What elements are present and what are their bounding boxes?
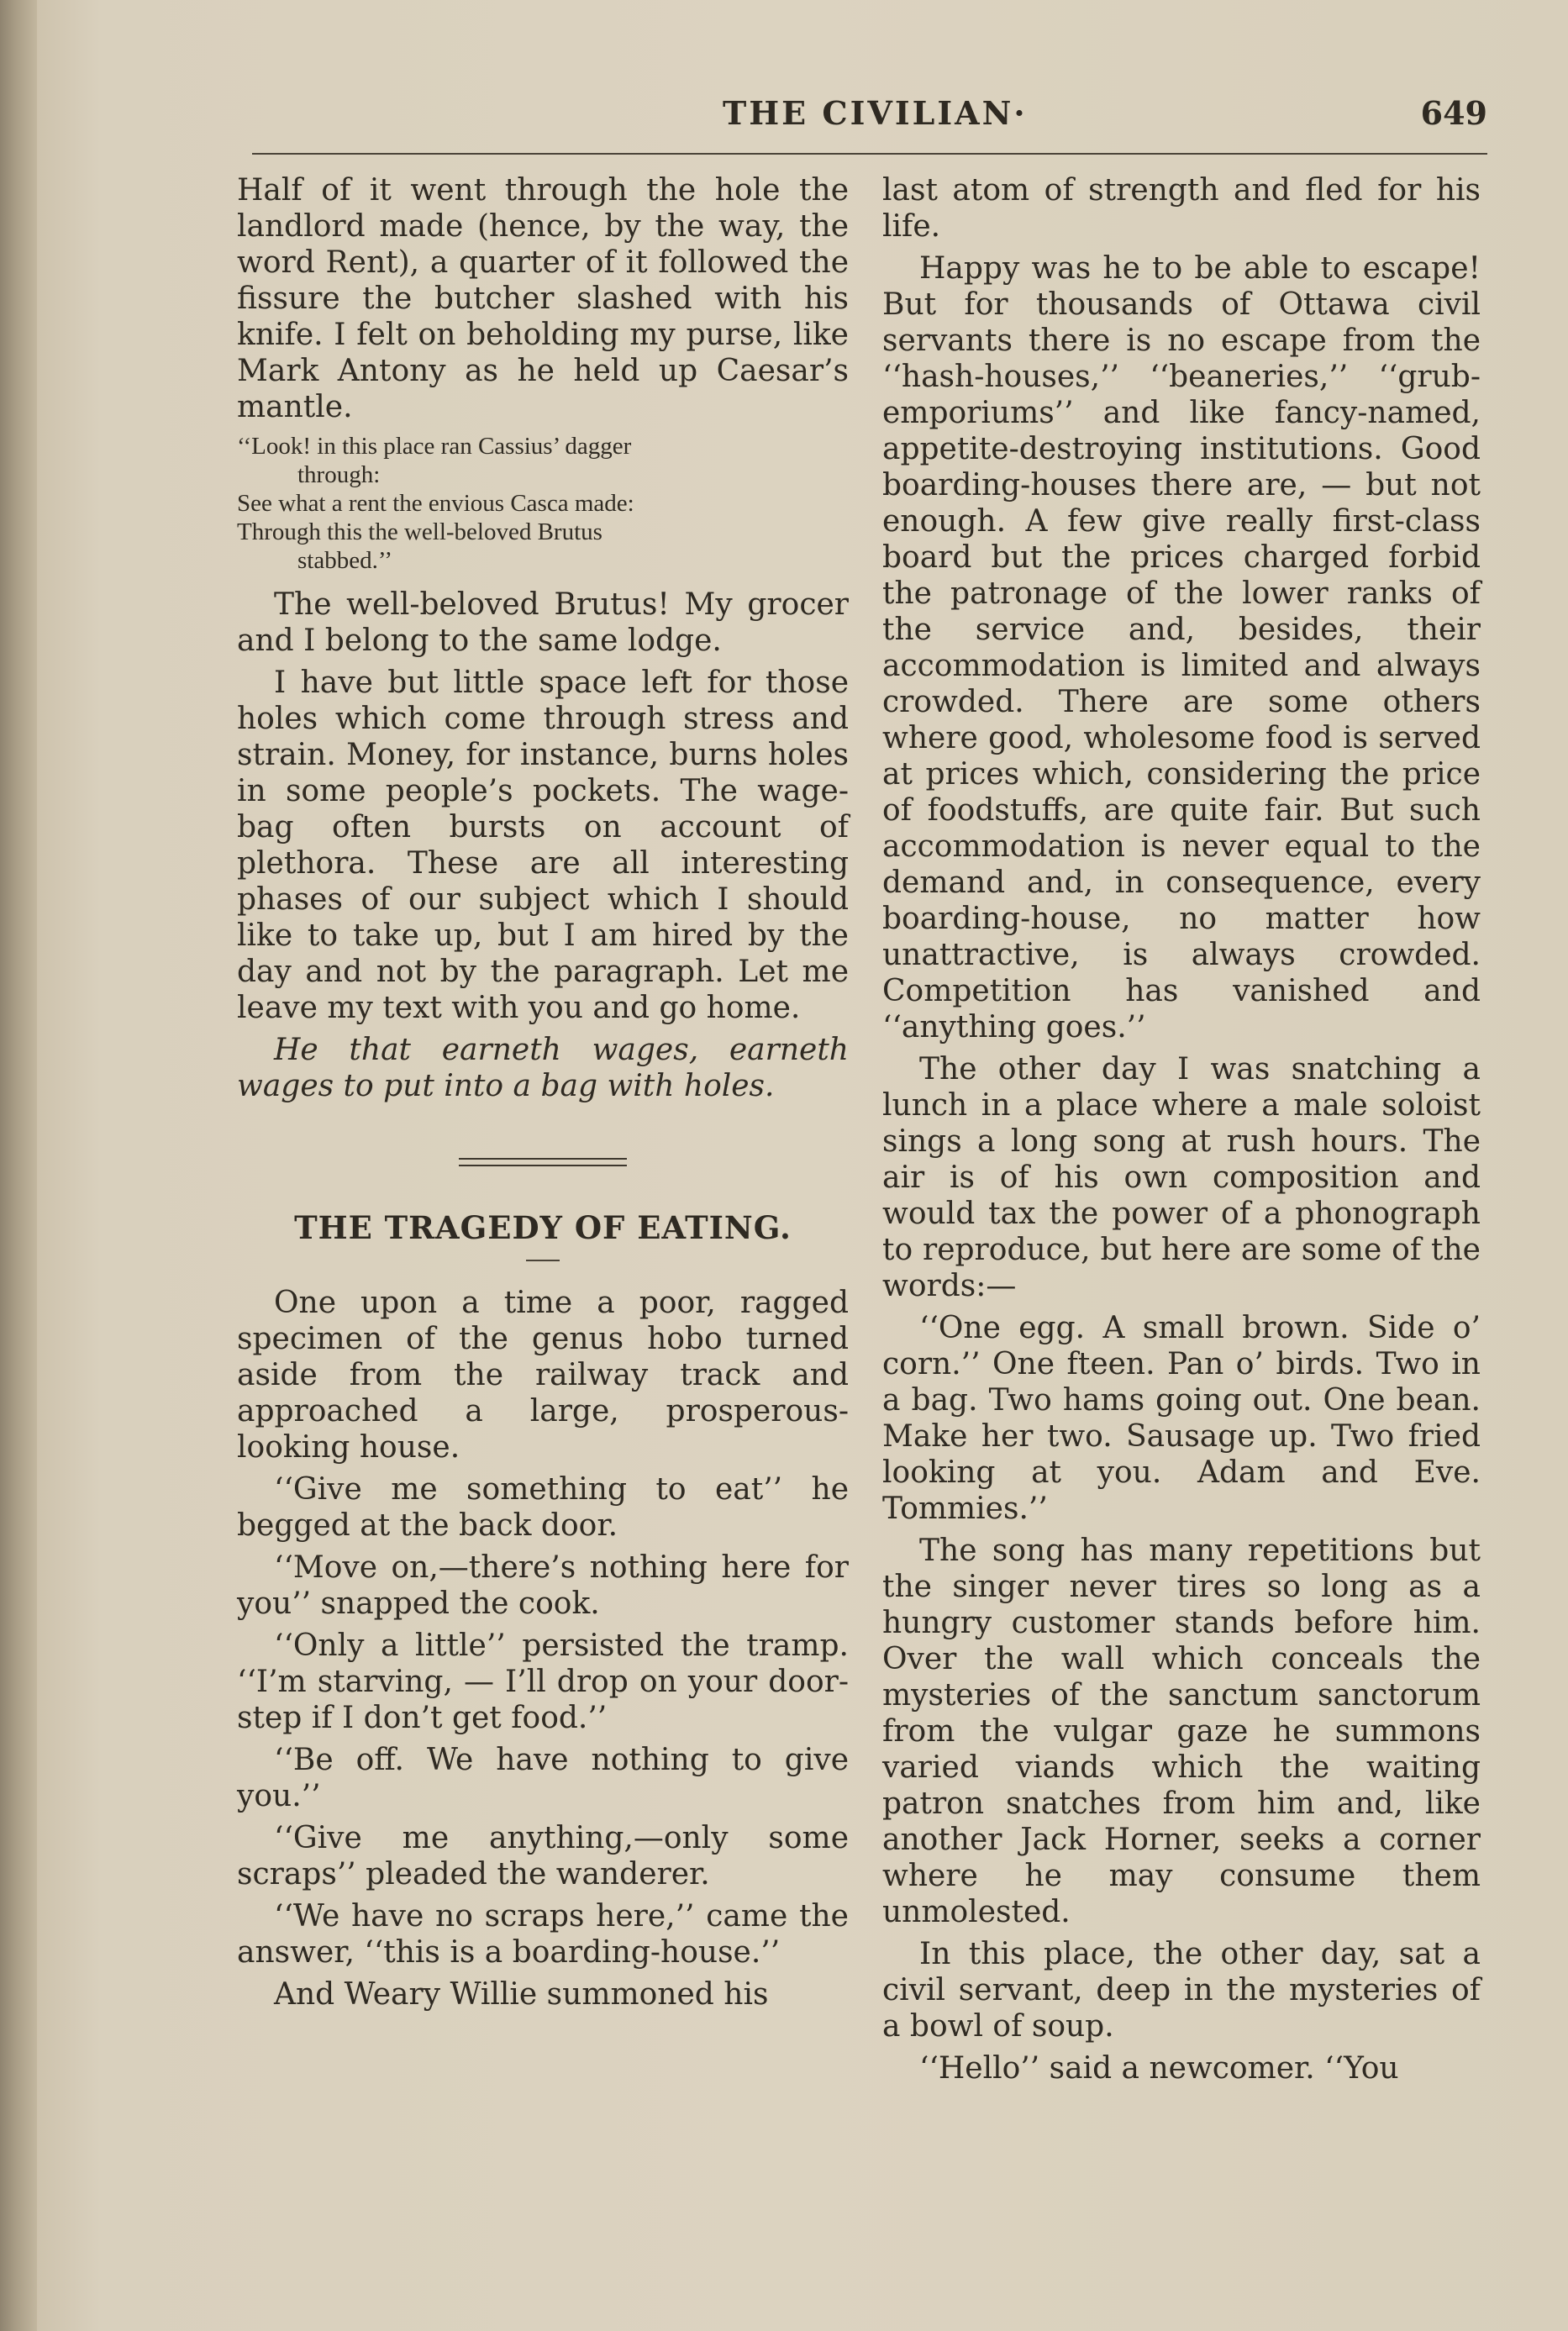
page-number: 649 <box>1420 94 1487 132</box>
paragraph: Happy was he to be able to escape! But for thousands of Ottawa civil servants there is no escape from the ‘‘hash-houses,’’ ‘‘beaneries,’’ ‘‘grub-emporiums’’ and like fancy-named, appetite-destroying institutions. Good boarding-houses there are, — but not enough. A few give really first-class board but the prices charged forbid the patronage of the lower ranks of the service and, besides, their accommodation is limited and always crowded. There are some others where good, wholesome food is served at prices which, considering the price of foodstuffs, are quite fair. But such accommodation is never equal to the demand and, in consequence, every boarding-house, no matter how unattractive, is always crowded. Competition has vanished and ‘‘anything goes.’’ <box>882 251 1481 1044</box>
paragraph: I have but little space left for those holes which come through stress and strain. Money, for instance, burns holes in some people’s pockets. The wage-bag often bursts on account of plethora. These are all interesting phases of our subject which I should like to take up, but I am hired by the day and not by the paragraph. Let me leave my text with you and go home. <box>237 666 849 1025</box>
article-title: THE TRAGEDY OF EATING. <box>294 1209 792 1246</box>
paragraph: The well-beloved Brutus! My grocer and I belong to the same lodge. <box>237 587 849 658</box>
paragraph: ‘‘One egg. A small brown. Side o’ corn.’’ One fteen. Pan o’ birds. Two in a bag. Two hams going out. One bean. Make her two. Sausage up. Two fried looking at you. Adam and Eve. Tommies.’’ <box>882 1311 1481 1526</box>
quote-line: Through this the well-beloved Brutus <box>237 518 602 545</box>
paragraph: ‘‘Be off. We have nothing to give you.’’ <box>237 1743 849 1813</box>
paragraph: ‘‘Give me anything,—only some scraps’’ pleaded the wanderer. <box>237 1821 849 1892</box>
paragraph: ‘‘We have no scraps here,’’ came the answer, ‘‘this is a boarding-house.’’ <box>237 1899 849 1970</box>
paragraph: And Weary Willie summoned his <box>274 1977 769 2012</box>
running-header <box>252 94 1487 145</box>
quote-line: through: <box>297 461 381 488</box>
book-binding-edge <box>0 0 37 2331</box>
paragraph: Half of it went through the hole the landlord made (hence, by the way, the word Rent), a quarter of it followed the fissure the butcher slashed with his knife. I felt on beholding my purse, like Mark Antony as he held up Caesar’s mantle. <box>237 173 849 424</box>
left-column <box>237 172 849 2018</box>
title-dash <box>526 1260 560 1261</box>
paragraph: In this place, the other day, sat a civil servant, deep in the mysteries of a bowl of soup. <box>882 1937 1481 2044</box>
paragraph: One upon a time a poor, ragged specimen of the genus hobo turned aside from the railway track and approached a large, prosperous-looking house. <box>237 1286 849 1465</box>
shakespeare-quote <box>237 432 849 575</box>
header-rule <box>252 153 1487 155</box>
paragraph: ‘‘Hello’’ said a newcomer. ‘‘You <box>919 2051 1399 2086</box>
paragraph: ‘‘Move on,—there’s nothing here for you’’ snapped the cook. <box>237 1550 849 1621</box>
paragraph: The song has many repetitions but the singer never tires so long as a hungry customer stands before him. Over the wall which conceals the mysteries of the sanctum sanctorum from the vulgar gaze he summons varied viands which the waiting patron snatches from him and, like another Jack Horner, seeks a corner where he may consume them unmolested. <box>882 1534 1481 1929</box>
paragraph: The other day I was snatching a lunch in a place where a male soloist sings a long song at rush hours. The air is of his own composition and would tax the power of a phonograph to reproduce, but here are some of the words:— <box>882 1052 1481 1303</box>
paragraph: ‘‘Give me something to eat’’ he begged at the back door. <box>237 1472 849 1543</box>
quote-line: See what a rent the envious Casca made: <box>237 490 634 517</box>
moral-italic: He that earneth wages, earneth wages to put into a bag with holes. <box>237 1033 849 1103</box>
paragraph: last atom of strength and fled for his life. <box>882 173 1481 244</box>
paragraph: ‘‘Only a little’’ persisted the tramp. ‘‘I’m starving, — I’ll drop on your door-step if I don’t get food.’’ <box>237 1629 849 1735</box>
section-divider <box>459 1158 627 1166</box>
right-column <box>882 172 1481 2092</box>
quote-line: ‘‘Look! in this place ran Cassius’ dagger <box>237 433 632 460</box>
quote-line: stabbed.’’ <box>297 547 392 574</box>
publication-title: THE CIVILIAN· <box>723 94 1028 132</box>
